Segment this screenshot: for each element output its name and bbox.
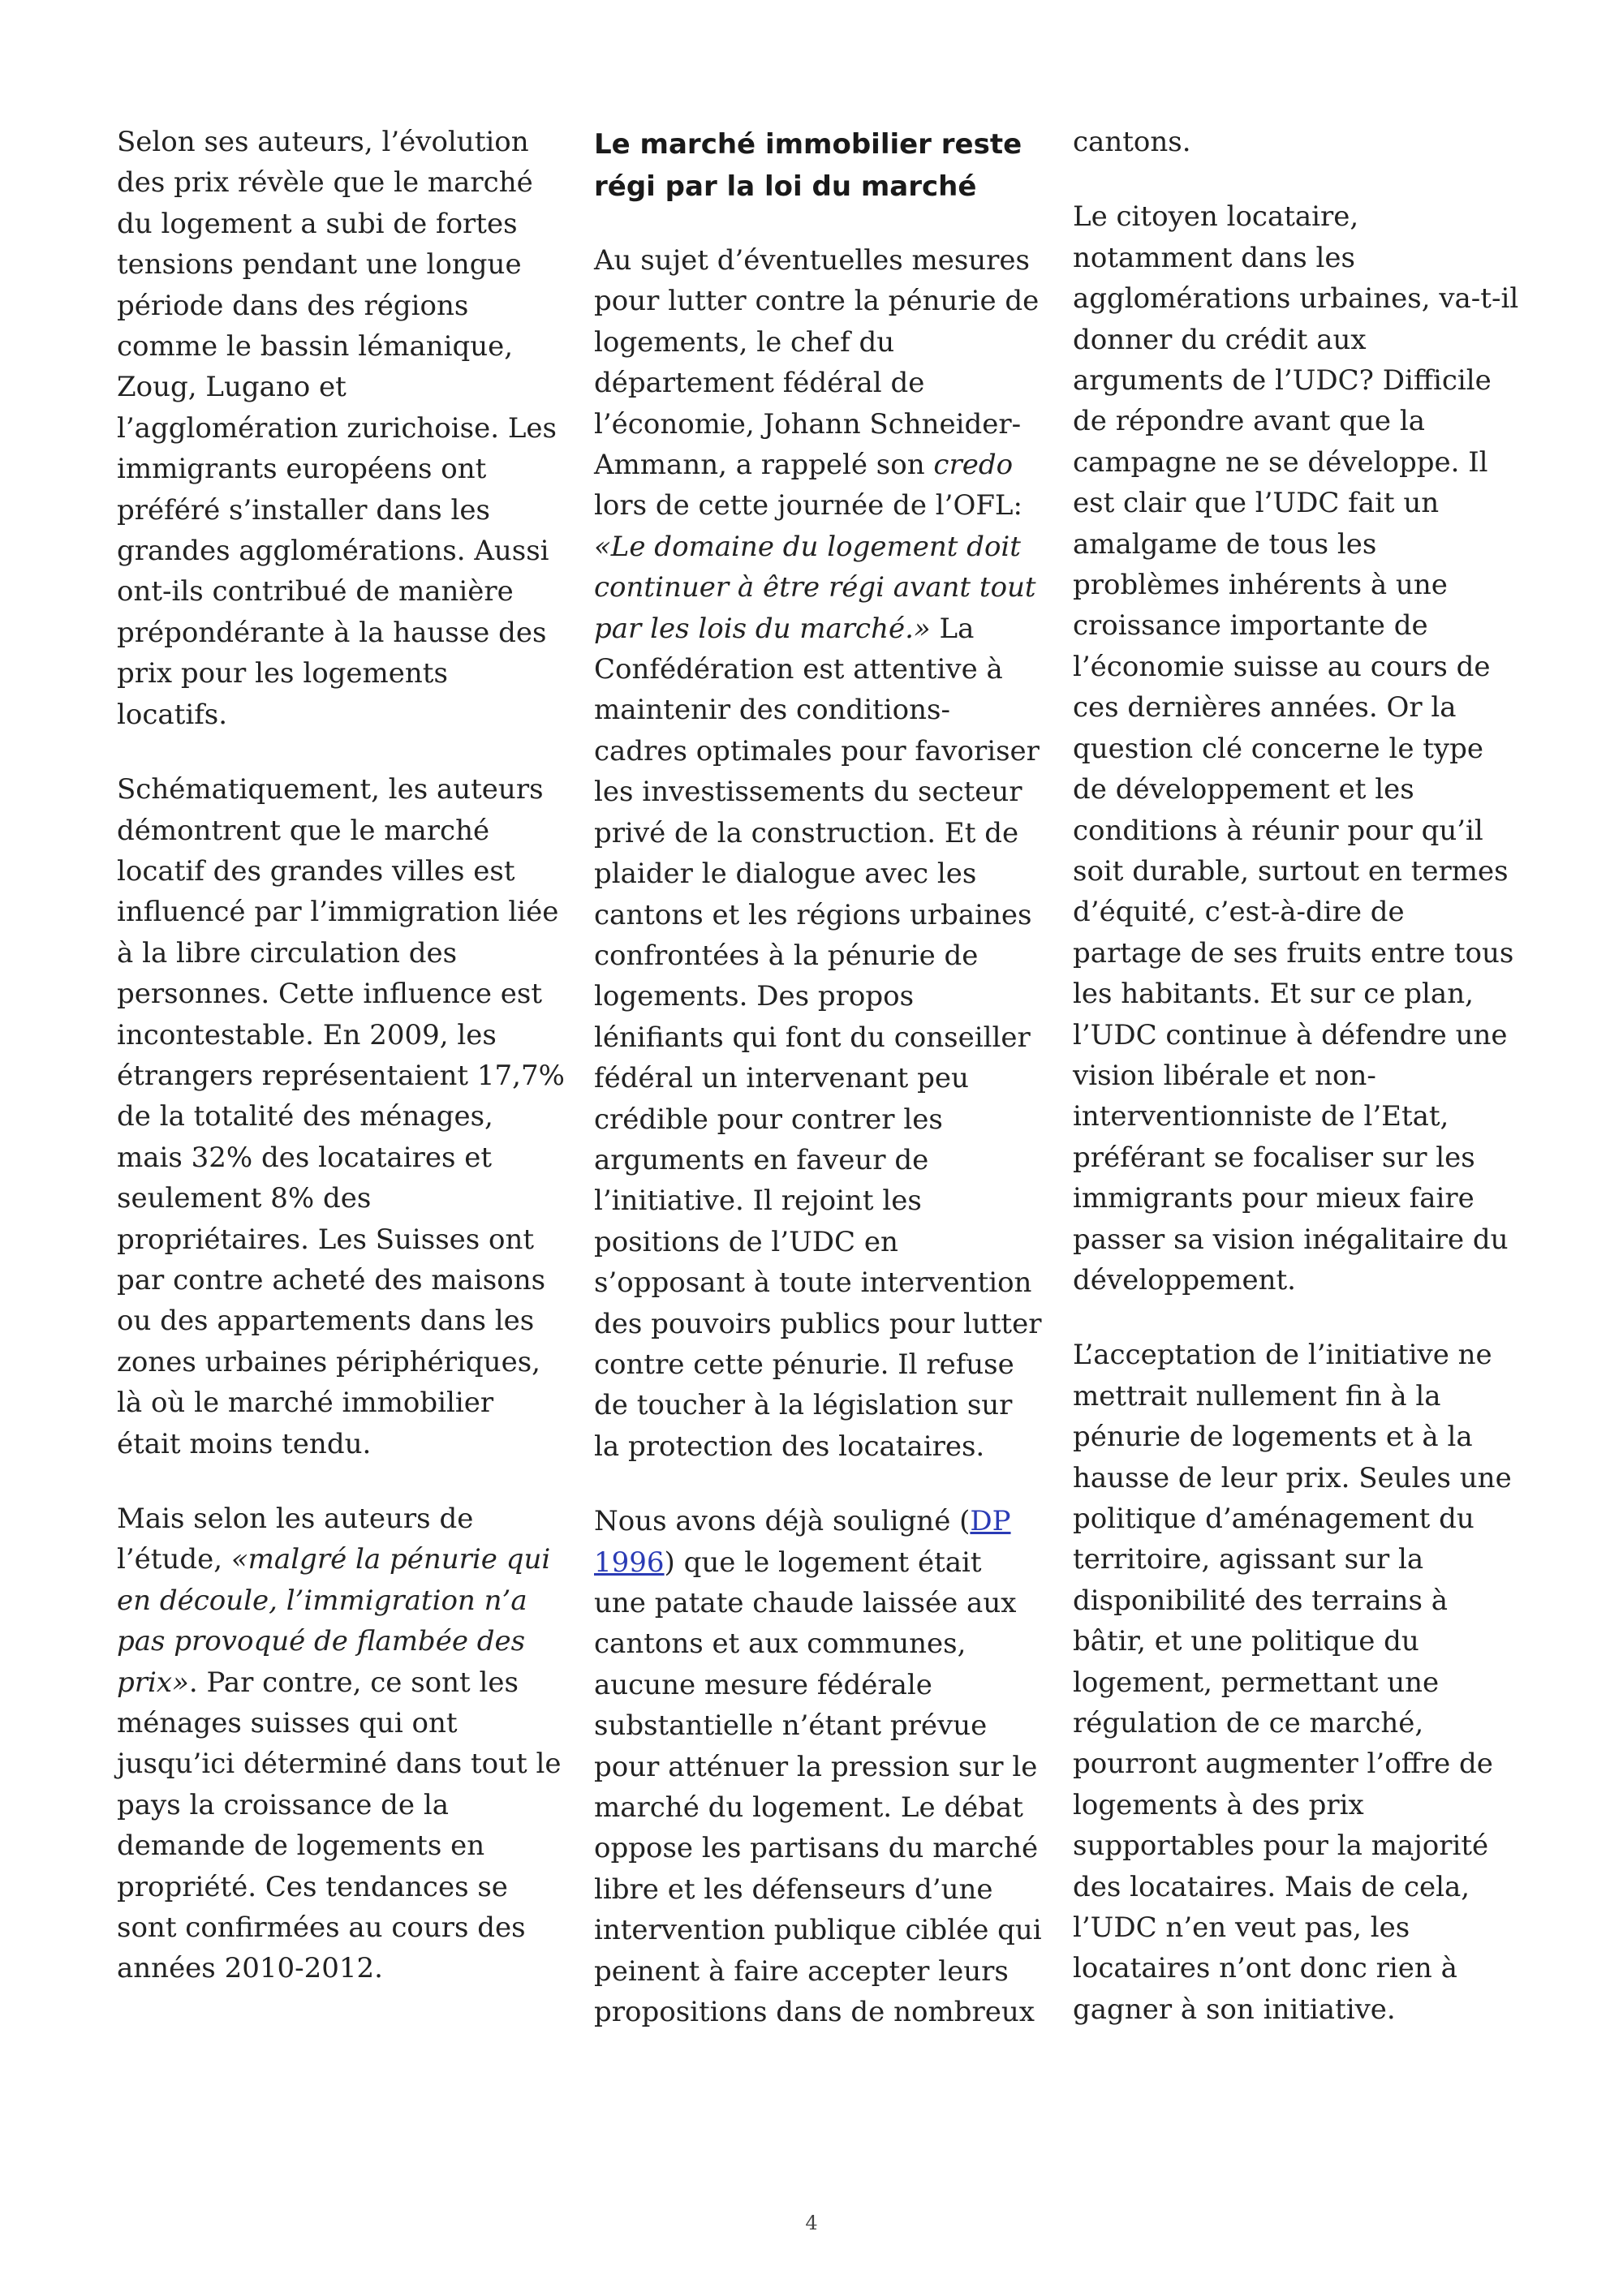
quote-text: «Le domaine du logement doit continuer à être régi avant tout par les lois du marché.» (594, 530, 1036, 645)
paragraph (594, 240, 1048, 1467)
paragraph: Selon ses auteurs, l’évolution des prix révèle que le marché du logement a subi de fortes tensions pendant une longue période dans des régions comme le bassin lémanique, Zoug, Lugano et l’agglomération zurichoise. Les immigrants européens ont préféré s’installer dans les grandes agglomérations. Aussi ont-ils contribué de manière prépondérante à la hausse des prix pour les logements locatifs. (117, 126, 557, 731)
paragraph-text: Au sujet d’éventuelles mesures pour lutter contre la pénurie de logements, le chef du département fédéral de l’économie, Johann Schneider- Ammann, a rappelé son (594, 244, 1040, 482)
paragraph-text: . Par contre, ce sont les ménages suisses qui ont jusqu’ici déterminé dans tout le pays la croissance de la demande de logements en propriété. Ces tendances se sont confirmées au cours des années 2010-2012. (117, 1666, 562, 1985)
paragraph: L’acceptation de l’initiative ne mettrait nullement fin à la pénurie de logements et à la hausse de leur prix. Seules une politique d’aménagement du territoire, agissant sur la disponibilité des terrains à bâtir, et une politique du logement, permettant une régulation de ce marché, pourront augmenter l’offre de logements à des prix supportables pour la majorité des locataires. Mais de cela, l’UDC n’en veut pas, les locataires n’ont donc rien à gagner à son initiative. (1073, 1339, 1512, 2026)
paragraph: Le citoyen locataire, notamment dans les agglomérations urbaines, va-t-il donner du crédit aux arguments de l’UDC? Difficile de répondre avant que la campagne ne se développe. Il est clair que l’UDC fait un amalgame de tous les problèmes inhérents à une croissance importante de l’économie suisse au cours de ces dernières années. Or la question clé concerne le type de développement et les conditions à réunir pour qu’il soit durable, surtout en termes d’équité, c’est-à-dire de partage de ses fruits entre tous les habitants. Et sur ce plan, l’UDC continue à défendre une vision libérale et non- interventionniste de l’Etat, préférant se focaliser sur les immigrants pour mieux faire passer sa vision inégalitaire du développement. (1073, 200, 1519, 1296)
paragraph: cantons. (1073, 126, 1191, 158)
article-column-3 (1073, 122, 1527, 2064)
paragraph (117, 1498, 571, 1989)
paragraph-text: ) que le logement était une patate chaude laissée aux cantons et aux communes, aucune mesure fédérale substantielle n’étant prévue pour atténuer la pression sur le marché du logement. Le débat oppose les partisans du marché libre et les défenseurs d’une intervention publique ciblée qui peinent à faire accepter leurs propositions dans de nombreux (594, 1546, 1042, 2029)
paragraph: Schématiquement, les auteurs démontrent que le marché locatif des grandes villes est influencé par l’immigration liée à la libre circulation des personnes. Cette influence est incontestable. En 2009, les étrangers représentaient 17,7% de la totalité des ménages, mais 32% des locataires et seulement 8% des propriétaires. Les Suisses ont par contre acheté des maisons ou des appartements dans les zones urbaines périphériques, là où le marché immobilier était moins tendu. (117, 773, 565, 1460)
paragraph-text: La Confédération est attentive à maintenir des conditions- cadres optimales pour favoriser les investissements du secteur privé de la construction. Et de plaider le dialogue avec les cantons et les régions urbaines confrontées à la pénurie de logements. Des propos lénifiants qui font du conseiller fédéral un intervenant peu crédible pour contrer les arguments en faveur de l’initiative. Il rejoint les positions de l’UDC en s’opposant à toute intervention des pouvoirs publics pour lutter contre cette pénurie. Il refuse de toucher à la législation sur la protection des locataires. (594, 612, 1042, 1463)
section-heading: Le marché immobilier reste régi par la loi du marché (594, 128, 1022, 203)
page-number: 4 (805, 2212, 818, 2234)
article-column-1 (117, 122, 571, 2023)
article-column-2 (594, 122, 1048, 2066)
paragraph-text: lors de cette journée de l’OFL: (594, 489, 1022, 522)
paragraph (594, 1501, 1048, 2032)
emphasis-text: credo (933, 449, 1014, 482)
paragraph-text: Nous avons déjà souligné ( (594, 1505, 971, 1538)
paragraph-text: Mais selon les auteurs de l’étude, (117, 1503, 474, 1576)
dp-1996-link[interactable]: DP 1996 (594, 1505, 1011, 1579)
quote-text: «malgré la pénurie qui en découle, l’immigration n’a pas provoqué de flambée des prix» (117, 1543, 551, 1699)
